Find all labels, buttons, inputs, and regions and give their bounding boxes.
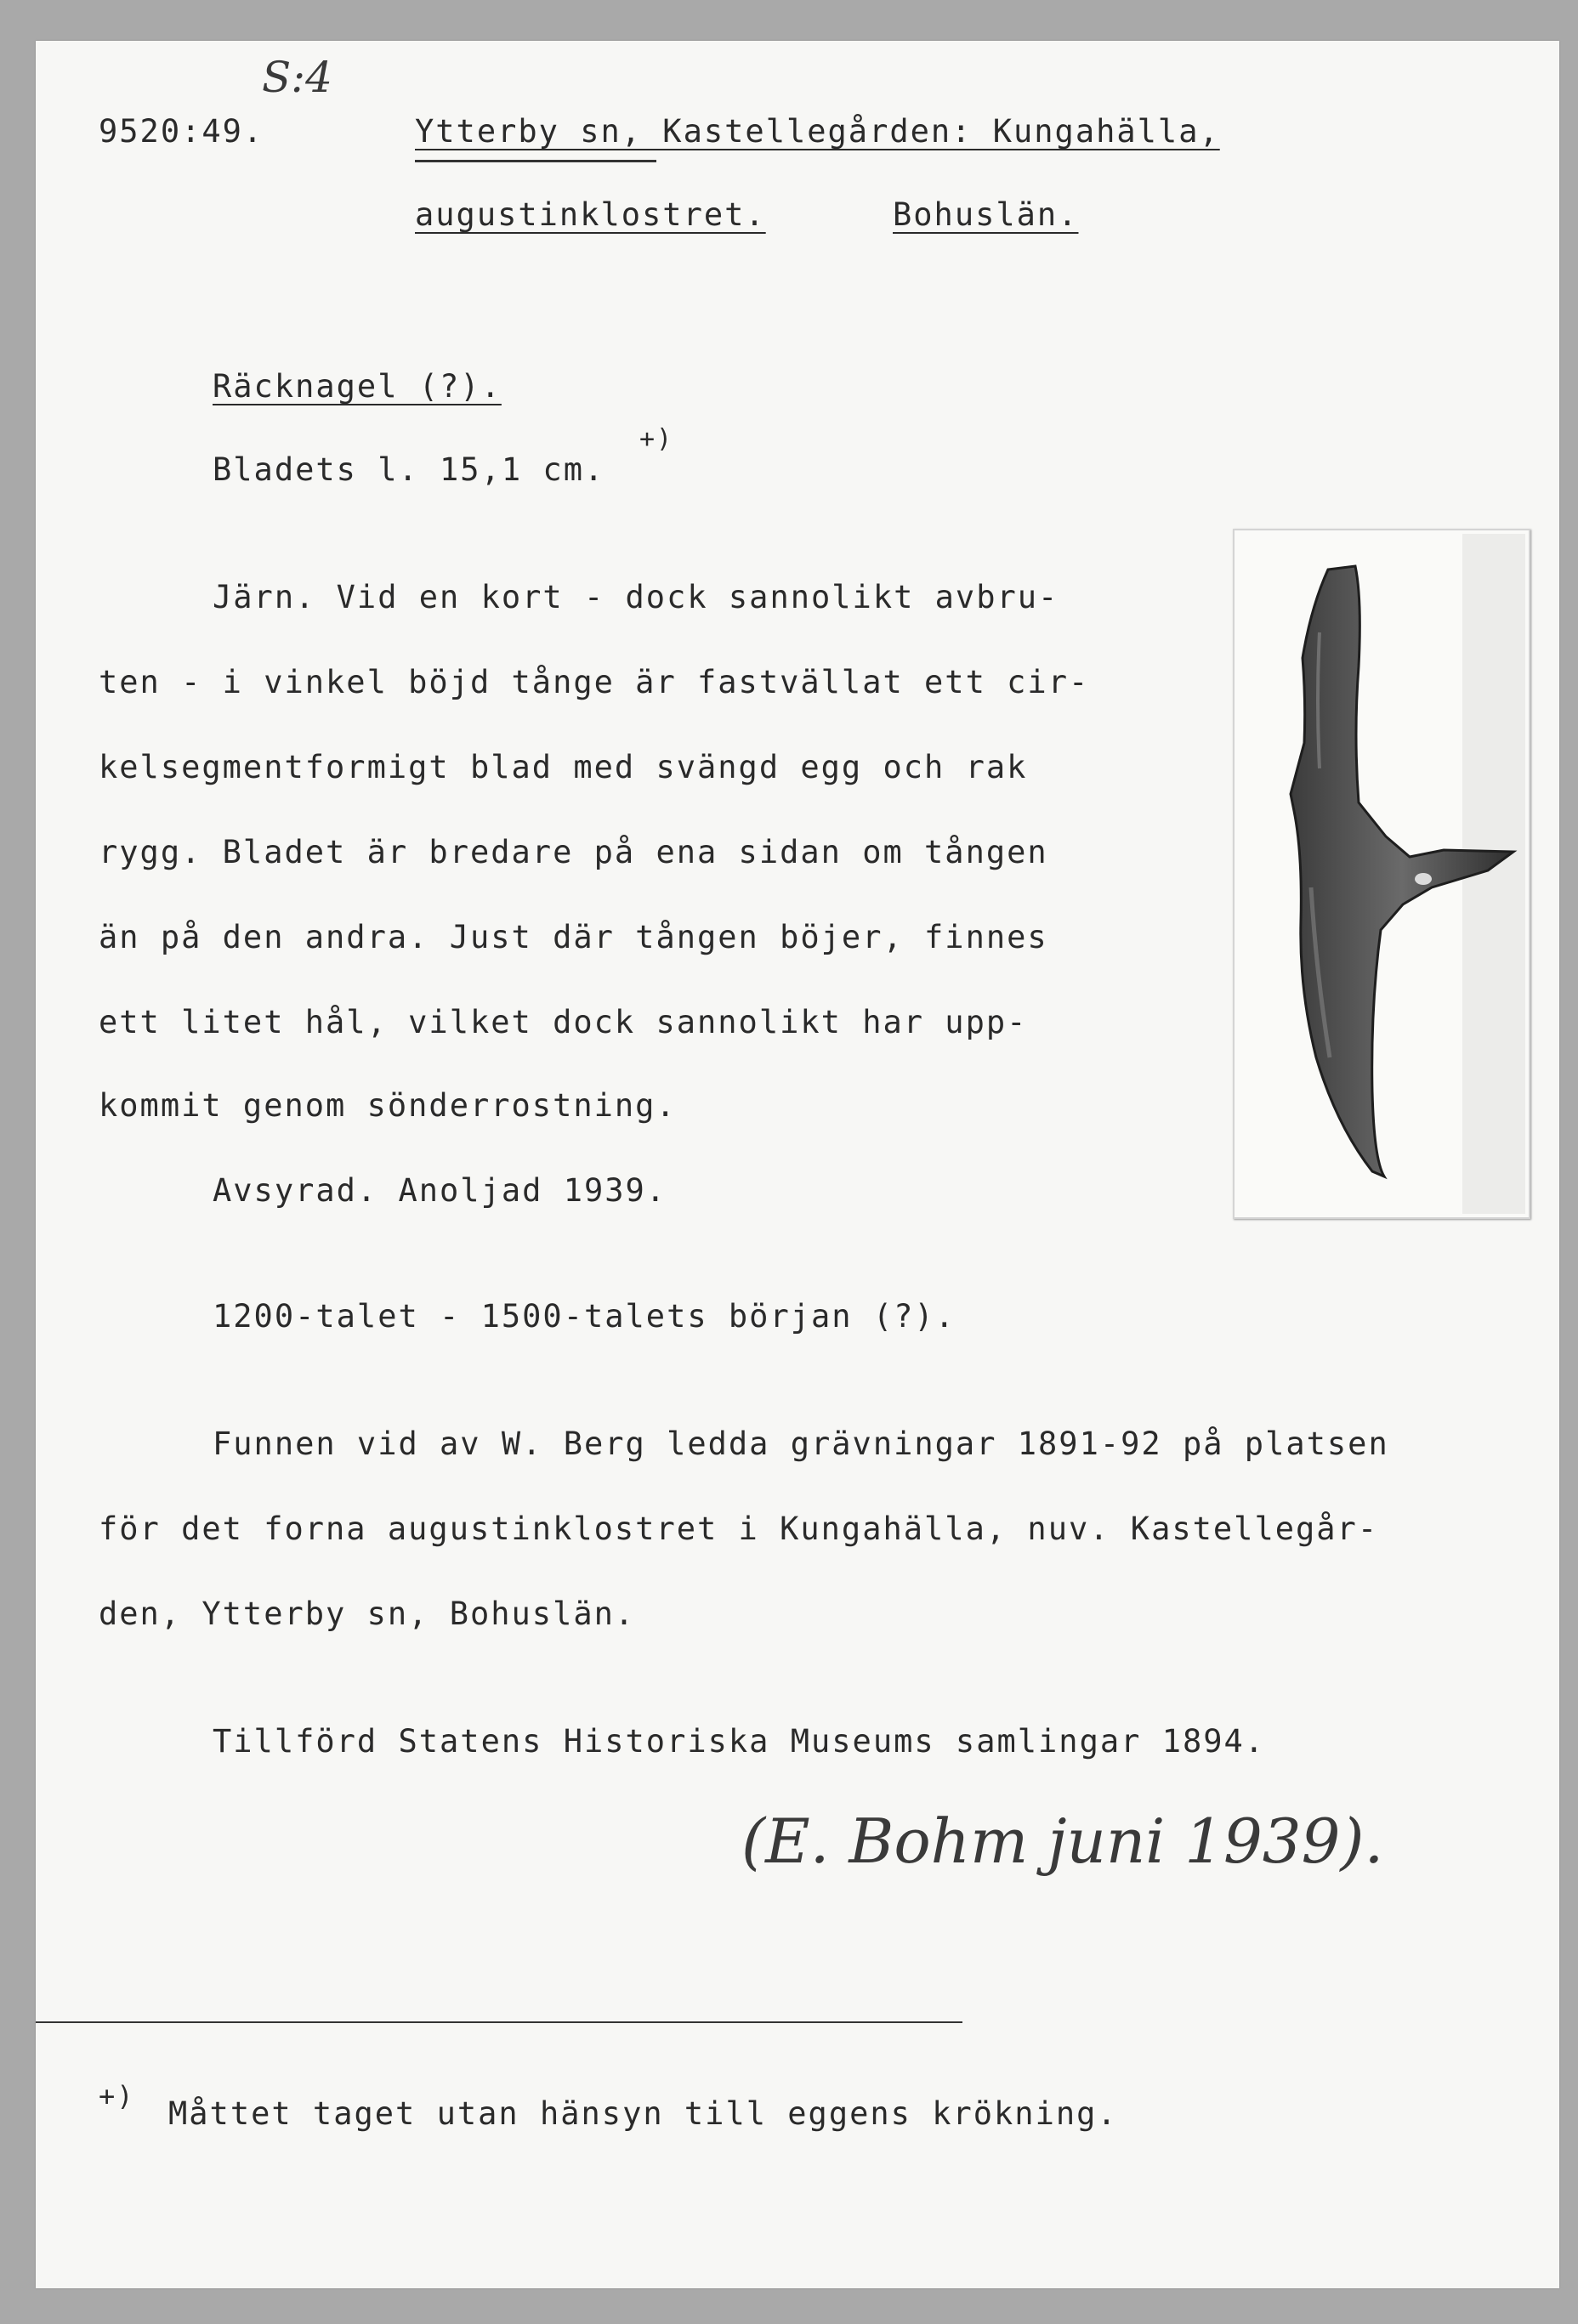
catalog-card xyxy=(36,41,1559,2288)
description-line: kelsegmentformigt blad med svängd egg och rak xyxy=(99,749,1028,785)
handwritten-signature: (E. Bohm juni 1939). xyxy=(741,1805,1384,1877)
location-line-2a: augustinklostret. xyxy=(415,196,766,233)
signum-handwritten: S:4 xyxy=(262,53,332,102)
treatment-note: Avsyrad. Anoljad 1939. xyxy=(213,1172,667,1209)
description-line: Järn. Vid en kort - dock sannolikt avbru- xyxy=(213,579,1059,615)
object-name: Räcknagel (?). xyxy=(213,368,502,405)
catalog-number: 9520:49. xyxy=(99,113,264,150)
find-line: den, Ytterby sn, Bohuslän. xyxy=(99,1596,636,1632)
description-line: kommit genom sönderrostning. xyxy=(99,1087,677,1124)
footnote-text: Måttet taget utan hänsyn till eggens krökning. xyxy=(168,2095,1118,2132)
description-line: rygg. Bladet är bredare på ena sidan om tången xyxy=(99,834,1048,870)
object-photograph xyxy=(1233,529,1530,1219)
description-line: ten - i vinkel böjd tånge är fastvällat ett cir- xyxy=(99,664,1090,700)
location-line-2b: Bohuslän. xyxy=(893,196,1079,233)
accession-note: Tillförd Statens Historiska Museums samlingar 1894. xyxy=(213,1723,1266,1760)
location-line-1: Ytterby sn, Kastellegården: Kungahälla, xyxy=(415,113,1220,150)
find-line: Funnen vid av W. Berg ledda grävningar 1891-92 på platsen xyxy=(213,1426,1389,1462)
find-line: för det forna augustinklostret i Kungahälla, nuv. Kastellegår- xyxy=(99,1511,1379,1547)
measure-note-mark: +) xyxy=(639,424,674,454)
double-underline xyxy=(415,160,656,162)
object-measure: Bladets l. 15,1 cm. xyxy=(213,451,605,488)
description-line: än på den andra. Just där tången böjer, finnes xyxy=(99,919,1048,955)
iron-nail-image xyxy=(1235,530,1529,1217)
footnote-mark: +) xyxy=(99,2080,135,2112)
footnote-divider xyxy=(36,2021,962,2023)
dating: 1200-talet - 1500-talets början (?). xyxy=(213,1298,956,1335)
description-line: ett litet hål, vilket dock sannolikt har upp- xyxy=(99,1004,1028,1040)
